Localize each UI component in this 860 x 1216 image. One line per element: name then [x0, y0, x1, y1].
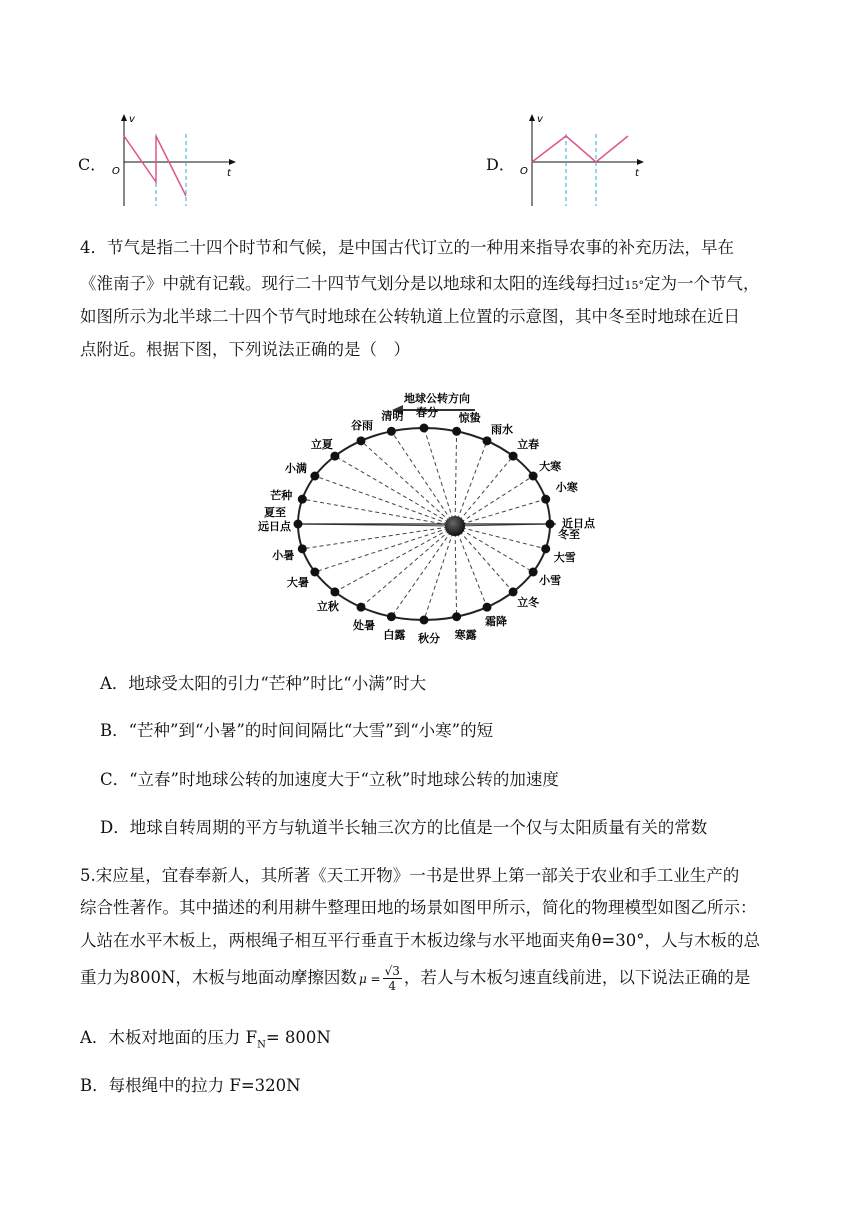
q5-line-3: 人站在水平木板上，两根绳子相互平行垂直于木板边缘与水平地面夹角θ=30°，人与木板的总: [80, 931, 761, 950]
q4-angle: 15°: [624, 279, 644, 292]
term-label-8: 谷雨: [351, 418, 373, 432]
q5-line-1: 5.宋应星，宜春奉新人，其所著《天工开物》一书是世界上第一部关于农业和手工业生产的: [80, 866, 740, 885]
graph-d-origin-label: O: [520, 166, 528, 177]
term-label-14: 大暑: [286, 576, 309, 589]
term-label-23: 大雪: [553, 550, 576, 564]
ray-19: [455, 526, 457, 617]
earth-position-7: [387, 427, 396, 436]
ray-2: [455, 476, 533, 526]
earth-position-9: [330, 452, 339, 461]
graph-d-v-label: v: [537, 114, 543, 125]
term-label-12: 夏至: [264, 506, 286, 519]
term-label-20: 霜降: [485, 615, 507, 629]
ray-20: [455, 526, 487, 607]
mu-denominator: 4: [388, 979, 397, 993]
ray-17: [391, 526, 455, 617]
q4-line-3: 如图所示为北半球二十四个节气时地球在公转轨道上位置的示意图，其中冬至时地球在近日: [80, 307, 740, 326]
mu-symbol: μ =: [358, 972, 381, 986]
q5-line-4-text: 重力为800N，木板与地面动摩擦因数: [80, 968, 357, 987]
mu-fraction: [383, 964, 402, 993]
earth-position-2: [529, 472, 538, 481]
term-label-7: 清明: [381, 409, 404, 423]
term-label-9: 立夏: [310, 438, 333, 452]
term-label-13: 小暑: [272, 548, 295, 562]
term-label-3: 立春: [517, 438, 540, 452]
q4-line-2-text: 《淮南子》中就有记载。现行二十四节气划分是以地球和太阳的连线每扫过: [80, 274, 625, 293]
earth-position-12: [294, 520, 303, 529]
ray-14: [315, 526, 455, 572]
earth-position-22: [529, 568, 538, 577]
term-label-17: 白露: [383, 628, 406, 642]
graph-d: [516, 112, 646, 208]
term-label-18: 秋分: [418, 632, 440, 645]
earth-position-19: [452, 612, 461, 621]
term-label-4: 雨水: [491, 422, 513, 436]
earth-position-13: [298, 544, 307, 553]
q5-option-a-tail: = 800N: [265, 1028, 331, 1047]
ray-23: [455, 526, 546, 549]
ray-22: [455, 526, 533, 572]
term-label-10: 小满: [284, 462, 307, 475]
graph-c-v-label: v: [129, 114, 135, 125]
earth-position-5: [452, 427, 461, 436]
ray-8: [361, 441, 455, 526]
earth-position-8: [357, 436, 366, 445]
q4-line-4: 点附近。根据下图，下列说法正确的是（ ）: [80, 340, 410, 359]
q5-line-2: 综合性著作。其中描述的利用耕牛整理田地的场景如图甲所示，简化的物理模型如图乙所示：: [80, 898, 757, 917]
q4-option-d: D．地球自转周期的平方与轨道半长轴三次方的比值是一个仅与太阳质量有关的常数: [100, 818, 708, 837]
graph-d-t-label: t: [635, 168, 639, 179]
term-label-19: 寒露: [454, 628, 477, 642]
ray-10: [315, 476, 455, 526]
earth-position-20: [483, 603, 492, 612]
aphelion-label: 远日点: [258, 520, 291, 533]
q4-option-c: C．“立春”时地球公转的加速度大于“立秋”时地球公转的加速度: [100, 770, 559, 789]
q5-line-4-tail: ，若人与木板匀速直线前进，以下说法正确的是: [403, 968, 751, 987]
q4-option-b: B．“芒种”到“小暑”的时间间隔比“大雪”到“小寒”的短: [100, 721, 494, 740]
earth-position-23: [541, 544, 550, 553]
ray-4: [455, 441, 487, 526]
earth-position-0: [546, 520, 555, 529]
ray-21: [455, 526, 513, 592]
ray-7: [391, 431, 455, 526]
q5-option-a-sub: N: [257, 1039, 266, 1051]
earth-position-1: [541, 495, 550, 504]
ray-3: [455, 456, 513, 526]
ray-5: [455, 431, 457, 526]
term-label-6: 春分: [416, 406, 438, 419]
earth-position-16: [357, 603, 366, 612]
sun: [445, 516, 465, 536]
earth-position-15: [330, 587, 339, 596]
earth-position-17: [387, 612, 396, 621]
term-label-22: 小雪: [539, 574, 562, 587]
graph-c: [108, 112, 238, 208]
term-label-15: 立秋: [316, 599, 339, 613]
q4-line-1: 4．节气是指二十四个时节和气候，是中国古代订立的一种用来指导农事的补充历法，早在: [80, 238, 734, 257]
option-d-label: D．: [486, 155, 515, 174]
q4-line-2-tail: 定为一个节气，: [644, 274, 760, 293]
earth-position-18: [420, 616, 429, 625]
q4-option-a: A．地球受太阳的引力“芒种”时比“小满”时大: [100, 674, 427, 693]
ray-1: [455, 499, 546, 526]
option-c-label: C．: [78, 155, 107, 174]
term-label-5: 惊蛰: [458, 411, 481, 425]
q5-line-4: [80, 964, 750, 993]
mu-numerator: √3: [384, 964, 400, 978]
earth-position-6: [420, 424, 429, 433]
q4-line-2: [80, 273, 760, 297]
ray-11: [302, 499, 455, 526]
q5-option-a: [80, 1027, 331, 1056]
term-label-1: 小寒: [555, 481, 578, 495]
earth-position-4: [483, 436, 492, 445]
orbit-diagram: [240, 378, 630, 646]
earth-position-3: [509, 452, 518, 461]
term-label-11: 芒种: [270, 489, 293, 503]
graph-c-t-label: t: [227, 168, 231, 179]
q5-option-b: B．每根绳中的拉力 F=320N: [80, 1076, 301, 1095]
term-label-0: 冬至: [558, 528, 580, 541]
graph-c-origin-label: O: [112, 166, 120, 177]
term-label-2: 大寒: [539, 460, 562, 473]
earth-position-14: [310, 568, 319, 577]
perihelion-label: 近日点: [562, 517, 595, 530]
direction-label: 地球公转方向: [404, 392, 470, 405]
term-label-16: 处暑: [353, 619, 375, 633]
q5-option-a-text: A．木板对地面的压力 F: [80, 1028, 258, 1047]
earth-position-10: [310, 472, 319, 481]
term-label-21: 立冬: [517, 595, 540, 609]
earth-position-11: [298, 495, 307, 504]
ray-9: [335, 456, 455, 526]
